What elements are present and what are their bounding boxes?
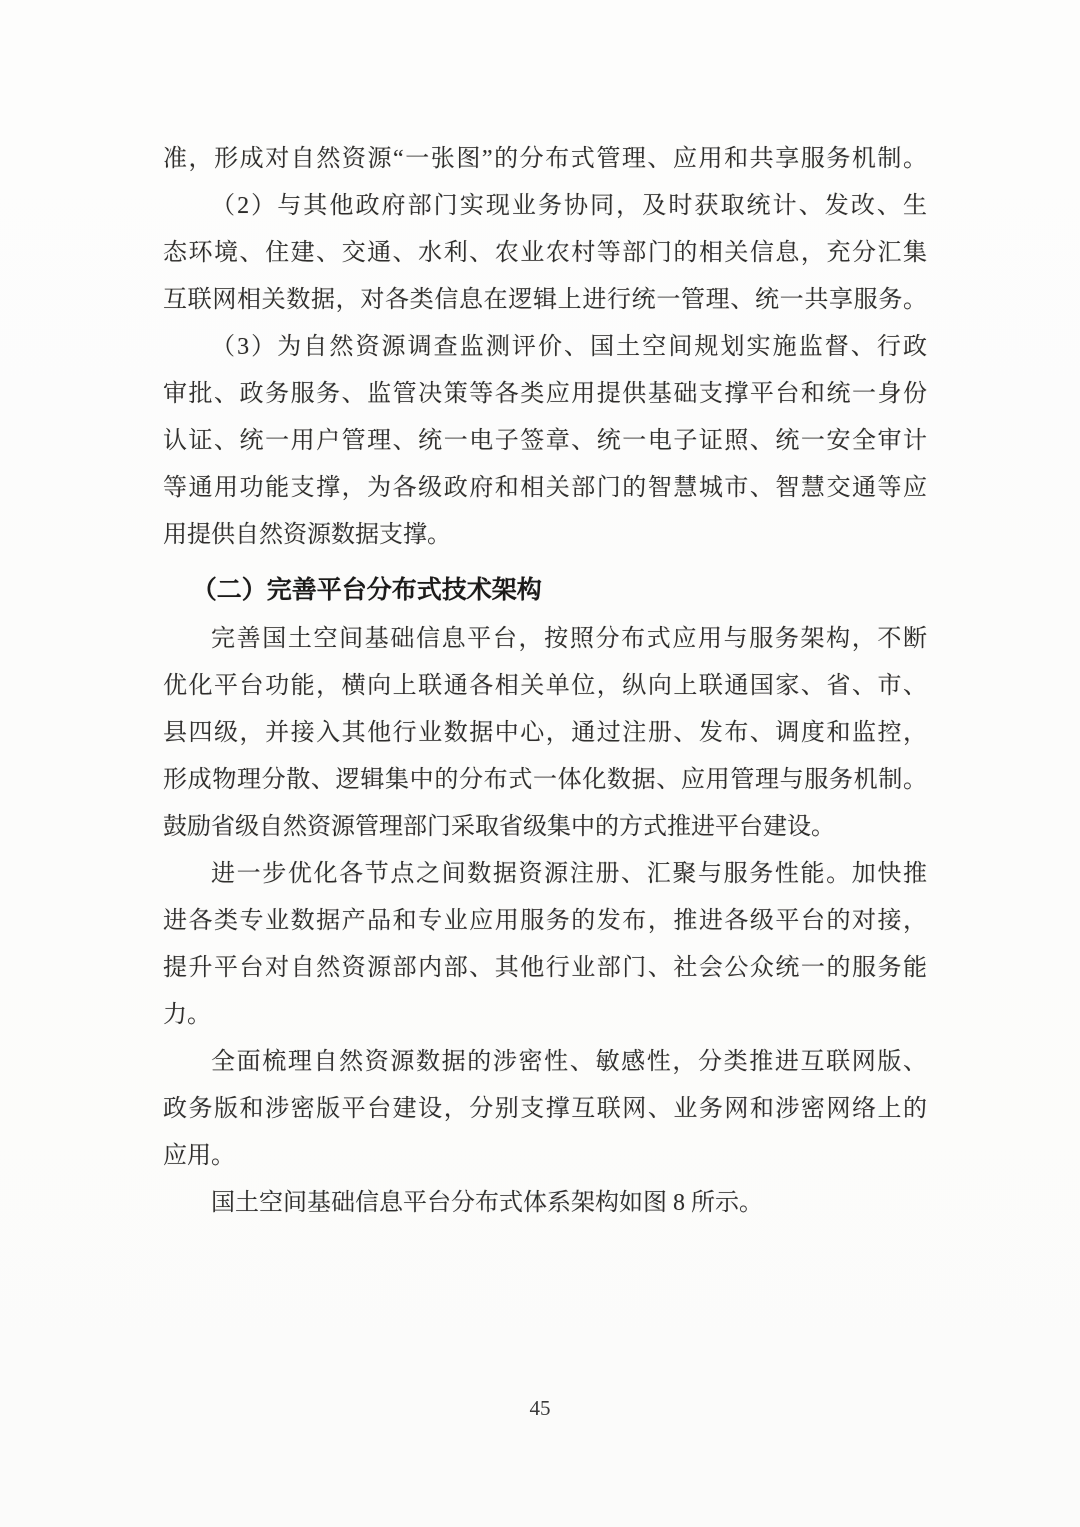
text-line: 应用。: [163, 1143, 235, 1169]
text-line: 国土空间基础信息平台分布式体系架构如图 8 所示。: [211, 1190, 763, 1216]
text-line: 态环境、住建、交通、水利、农业农村等部门的相关信息，充分汇集: [163, 240, 927, 266]
text-line: 准，形成对自然资源“一张图”的分布式管理、应用和共享服务机制。: [163, 146, 927, 172]
text-line: （2）与其他政府部门实现业务协同，及时获取统计、发改、生: [211, 193, 927, 219]
text-line: 完善国土空间基础信息平台，按照分布式应用与服务架构，不断: [211, 626, 927, 652]
text-line: 用提供自然资源数据支撑。: [163, 522, 451, 548]
text-line: 等通用功能支撑，为各级政府和相关部门的智慧城市、智慧交通等应: [163, 475, 927, 501]
text-line: 鼓励省级自然资源管理部门采取省级集中的方式推进平台建设。: [163, 814, 835, 840]
text-line: （3）为自然资源调查监测评价、国土空间规划实施监督、行政: [211, 334, 927, 360]
text-line: 审批、政务服务、监管决策等各类应用提供基础支撑平台和统一身份: [163, 381, 927, 407]
text-line: 政务版和涉密版平台建设，分别支撑互联网、业务网和涉密网络上的: [163, 1096, 927, 1122]
text-line: 进各类专业数据产品和专业应用服务的发布，推进各级平台的对接，: [163, 908, 927, 934]
document-body: [163, 136, 927, 1227]
text-line: 进一步优化各节点之间数据资源注册、汇聚与服务性能。加快推: [211, 861, 927, 887]
text-line: 县四级，并接入其他行业数据中心，通过注册、发布、调度和监控，: [163, 720, 927, 746]
text-line: 互联网相关数据，对各类信息在逻辑上进行统一管理、统一共享服务。: [163, 287, 927, 313]
text-line: 全面梳理自然资源数据的涉密性、敏感性，分类推进互联网版、: [211, 1049, 927, 1075]
page-number: 45: [529, 1396, 551, 1420]
text-line: 力。: [163, 1002, 211, 1028]
text-line: 优化平台功能，横向上联通各相关单位，纵向上联通国家、省、市、: [163, 673, 927, 699]
text-line: 认证、统一用户管理、统一电子签章、统一电子证照、统一安全审计: [163, 428, 927, 454]
section-heading: （二）完善平台分布式技术架构: [191, 576, 542, 604]
text-line: 提升平台对自然资源部内部、其他行业部门、社会公众统一的服务能: [163, 955, 927, 981]
text-line: 形成物理分散、逻辑集中的分布式一体化数据、应用管理与服务机制。: [163, 767, 927, 793]
